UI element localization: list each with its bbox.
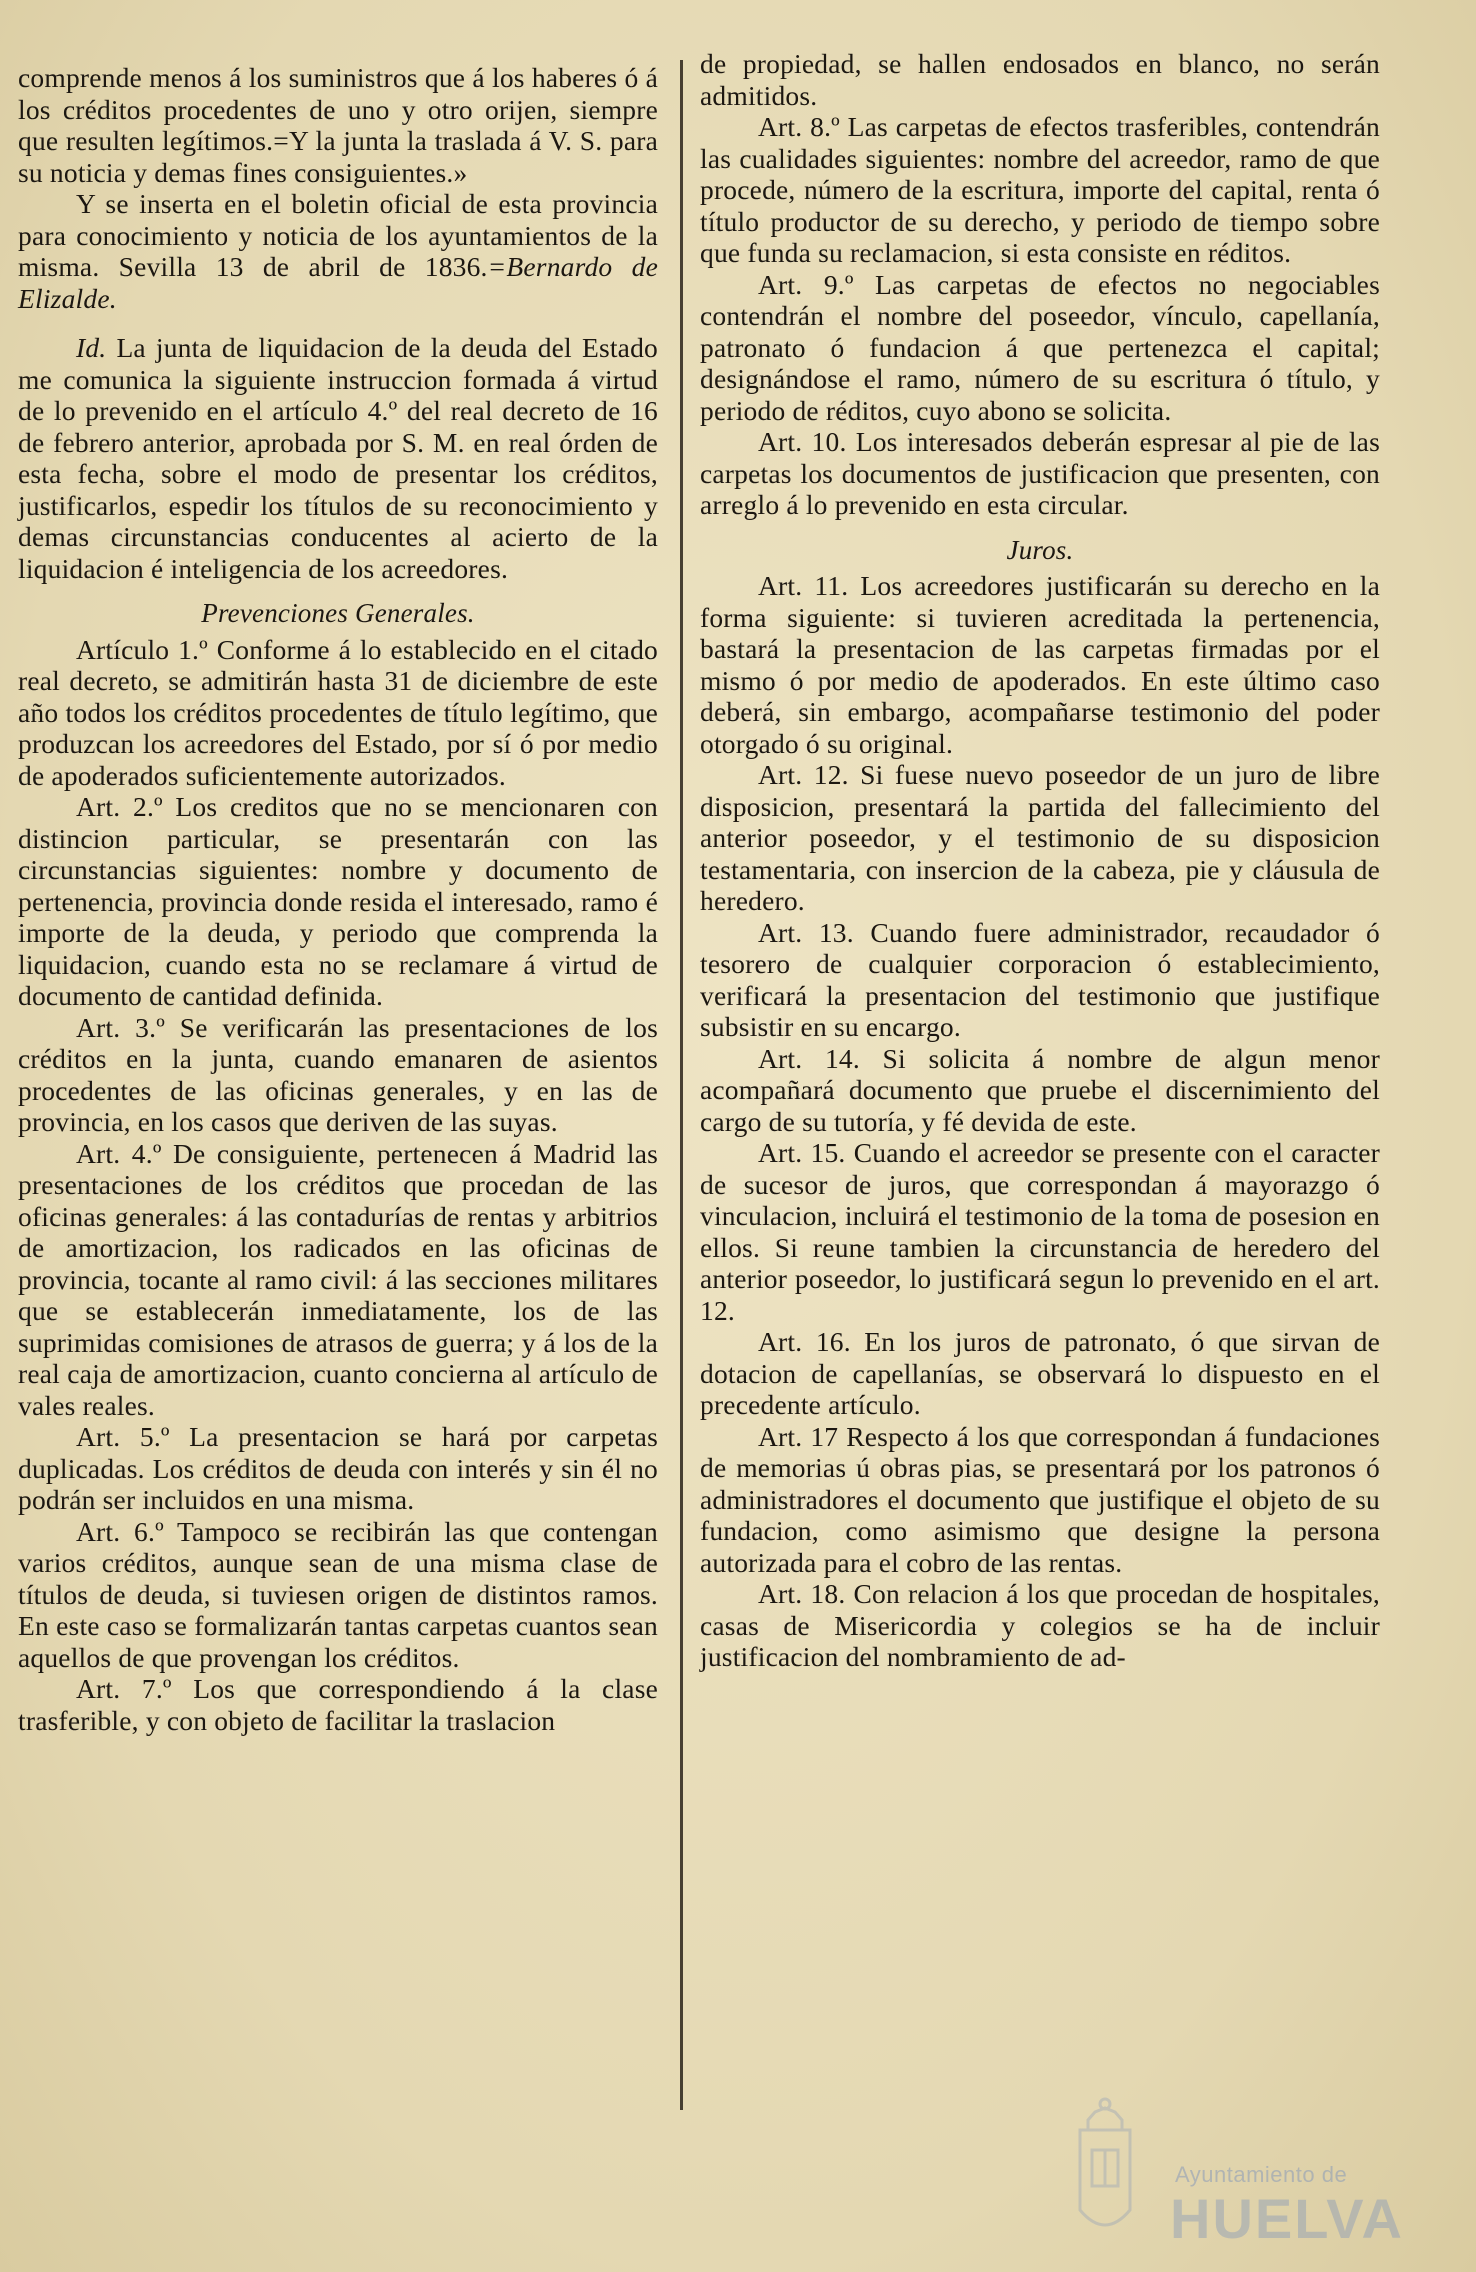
article-10: Art. 10. Los interesados deberán espresar al pie de las carpetas los documentos de justificacion que presenten, con arreglo á lo prevenido en esta circular.	[700, 426, 1380, 520]
signature: =Bernardo de Elizalde.	[18, 251, 658, 314]
section-heading-juros: Juros.	[1006, 534, 1074, 565]
article-6: Art. 6.º Tampoco se recibirán las que contengan varios créditos, aunque sean de una misma clase de títulos de deuda, si tuviesen origen de distintos ramos. En este caso se formalizarán tantas carpetas cuantos sean aquellos de que provengan los créditos.	[18, 1515, 658, 1673]
insertion-text: Y se inserta en el boletin oficial de esta provincia para conocimiento y noticia de los ayuntamientos de la misma. Sevilla 13 de abril de 1836.	[18, 188, 658, 282]
spacer	[18, 314, 658, 332]
junta-text: La junta de liquidacion de la deuda del Estado me comunica la siguiente instruccion formada á virtud de lo prevenido en el artículo 4.º del real decreto de 16 de febrero anterior, aprobada por S. M. en real órden de esta fecha, sobre el modo de presentar los créditos, justificarlos, espedir los títulos de su reconocimiento y demas circunstancias conducentes al acierto de la liquidacion é inteligencia de los acreedores.	[18, 332, 658, 584]
article-9: Art. 9.º Las carpetas de efectos no negociables contendrán el nombre del poseedor, vínculo, capellanía, patronato ó fundacion á que pertenezca el capital; designándose el ramo, número de su escritura ó título, y periodo de réditos, cuyo abono se solicita.	[700, 268, 1380, 426]
paragraph-insertion	[18, 188, 658, 314]
article-12: Art. 12. Si fuese nuevo poseedor de un juro de libre disposicion, presentará la partida del fallecimiento del anterior poseedor, y el testimonio de su disposicion testamentaria, con insercion de la cabeza, pie y cláusula de heredero.	[700, 759, 1380, 916]
column-divider	[680, 60, 683, 2110]
paragraph-continuation: comprende menos á los suministros que á los haberes ó á los créditos procedentes de uno y otro orijen, siempre que resulten legítimos.=Y la junta la traslada á V. S. para su noticia y demas fines consiguientes.»	[18, 62, 658, 188]
article-14: Art. 14. Si solicita á nombre de algun menor acompañará documento que pruebe el discernimiento del cargo de su tutoría, y fé devida de este.	[700, 1042, 1380, 1137]
article-7: Art. 7.º Los que correspondiendo á la clase trasferible, y con objeto de facilitar la traslacion	[18, 1673, 658, 1736]
article-11: Art. 11. Los acreedores justificarán su derecho en la forma siguiente: si tuvieren acreditada la pertenencia, bastará la presentacion de las carpetas firmadas por el mismo ó por medio de apoderados. En este último caso deberá, sin embargo, acompañarse testimonio del poder otorgado ó su original.	[700, 570, 1380, 759]
paragraph-continuation-right: de propiedad, se hallen endosados en blanco, no serán admitidos.	[700, 48, 1380, 111]
article-13: Art. 13. Cuando fuere administrador, recaudador ó tesorero de cualquier corporacion ó establecimiento, verificará la presentacion del testimonio que justifique subsistir en su encargo.	[700, 916, 1380, 1042]
section-heading-prevenciones: Prevenciones Generales.	[201, 598, 475, 628]
right-column	[700, 48, 1380, 1673]
article-8: Art. 8.º Las carpetas de efectos trasferibles, contendrán las cualidades siguientes: nombre del acreedor, ramo de que procede, número de la escritura, importe del capital, renta ó título productor de su derecho, y periodo de tiempo sobre que funda su reclamacion, si esta consiste en réditos.	[700, 111, 1380, 268]
article-1: Artículo 1.º Conforme á lo establecido en el citado real decreto, se admitirán hasta 31 de diciembre de este año todos los créditos procedentes de título legítimo, que produzcan los acreedores del Estado, por sí ó por medio de apoderados suficientemente autorizados.	[18, 633, 658, 791]
watermark-line1: Ayuntamiento de	[1175, 2162, 1348, 2187]
article-5: Art. 5.º La presentacion se hará por carpetas duplicadas. Los créditos de deuda con interés y sin él no podrán ser incluidos en una misma.	[18, 1421, 658, 1515]
article-4: Art. 4.º De consiguiente, pertenecen á Madrid las presentaciones de los créditos que procedan de las oficinas generales: á las contadurías de rentas y arbitrios de amortizacion, los radicados en las oficinas de provincia, tocante al ramo civil: á las secciones militares que se establecerán inmediatamente, los de las suprimidas comisiones de atrasos de guerra; y á los de la real caja de amortizacion, cuanto concierna al artículo de vales reales.	[18, 1137, 658, 1421]
paragraph-junta	[18, 332, 658, 584]
article-17: Art. 17 Respecto á los que correspondan á fundaciones de memorias ú obras pias, se presentará por los patronos ó administradores el documento que justifique el objeto de su fundacion, como asimismo que designe la persona autorizada para el cobro de las rentas.	[700, 1420, 1380, 1578]
watermark-line2: HUELVA	[1170, 2187, 1404, 2250]
paragraph-lead: Id.	[76, 332, 107, 363]
article-3: Art. 3.º Se verificarán las presentaciones de los créditos en la junta, cuando emanaren de asientos procedentes de las oficinas generales, y en las de provincia, en los casos que deriven de las suyas.	[18, 1011, 658, 1137]
article-16: Art. 16. En los juros de patronato, ó que sirvan de dotacion de capellanías, se observará lo dispuesto en el precedente artículo.	[700, 1326, 1380, 1420]
left-column	[18, 62, 658, 1736]
article-15: Art. 15. Cuando el acreedor se presente con el caracter de sucesor de juros, que correspondan á mayorazgo ó vinculacion, incluirá el testimonio de la toma de posesion en ellos. Si reune tambien la circunstancia de heredero del anterior poseedor, lo justificará segun lo prevenido en el art. 12.	[700, 1137, 1380, 1326]
article-18: Art. 18. Con relacion á los que procedan de hospitales, casas de Misericordia y colegios se ha de incluir justificacion del nombramiento de ad-	[700, 1578, 1380, 1672]
article-2: Art. 2.º Los creditos que no se mencionaren con distincion particular, se presentarán con las circunstancias siguientes: nombre y documento de pertenencia, provincia donde resida el interesado, ramo é importe de la deuda, y periodo que comprenda la liquidacion, cuando esta no se reclamare á virtud de documento de cantidad definida.	[18, 791, 658, 1011]
